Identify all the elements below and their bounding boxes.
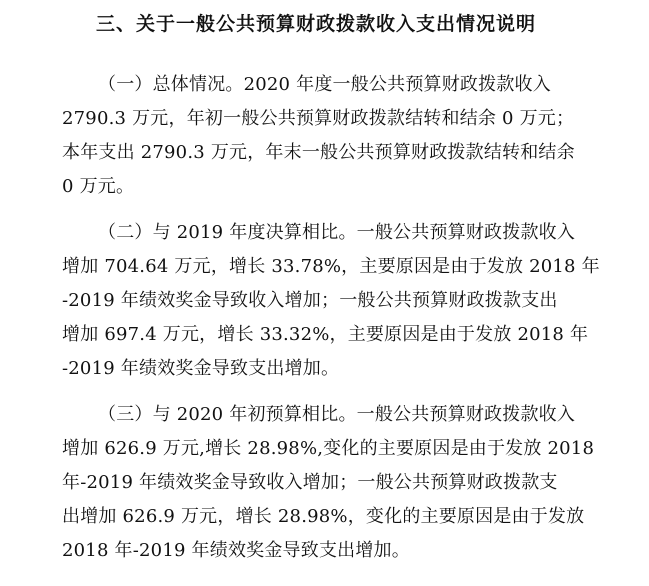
section-heading: 三、关于一般公共预算财政拨款收入支出情况说明 [96, 13, 537, 35]
paragraph-line: 本年支出 2790.3 万元，年末一般公共预算财政拨款结转和结余 [62, 142, 575, 163]
paragraph-line: 0 万元。 [62, 176, 135, 197]
paragraph-line: 2018 年-2019 年绩效奖金导致支出增加。 [62, 540, 410, 561]
paragraph-line: （一）总体情况。2020 年度一般公共预算财政拨款收入 [98, 74, 551, 95]
paragraph-vs-2019 [62, 216, 600, 386]
paragraph-line: 增加 704.64 万元，增长 33.78%，主要原因是由于发放 2018 年 [62, 256, 600, 277]
paragraph-line: （二）与 2019 年度决算相比。一般公共预算财政拨款收入 [98, 222, 576, 243]
paragraph-line: 增加 697.4 万元，增长 33.32%，主要原因是由于发放 2018 年 [62, 324, 589, 345]
paragraph-line: 出增加 626.9 万元，增长 28.98%，变化的主要原因是由于发放 [62, 506, 585, 527]
paragraph-line: -2019 年绩效奖金导致支出增加。 [62, 358, 340, 379]
paragraph-line: 2790.3 万元，年初一般公共预算财政拨款结转和结余 0 万元； [62, 108, 575, 129]
paragraph-vs-budget [62, 398, 595, 568]
paragraph-line: 增加 626.9 万元,增长 28.98%,变化的主要原因是由于发放 2018 [62, 438, 595, 459]
paragraph-line: （三）与 2020 年初预算相比。一般公共预算财政拨款收入 [98, 404, 576, 425]
paragraph-line: 年-2019 年绩效奖金导致收入增加；一般公共预算财政拨款支 [62, 472, 558, 493]
paragraph-line: -2019 年绩效奖金导致收入增加；一般公共预算财政拨款支出 [62, 290, 558, 311]
paragraph-overall [62, 68, 592, 204]
